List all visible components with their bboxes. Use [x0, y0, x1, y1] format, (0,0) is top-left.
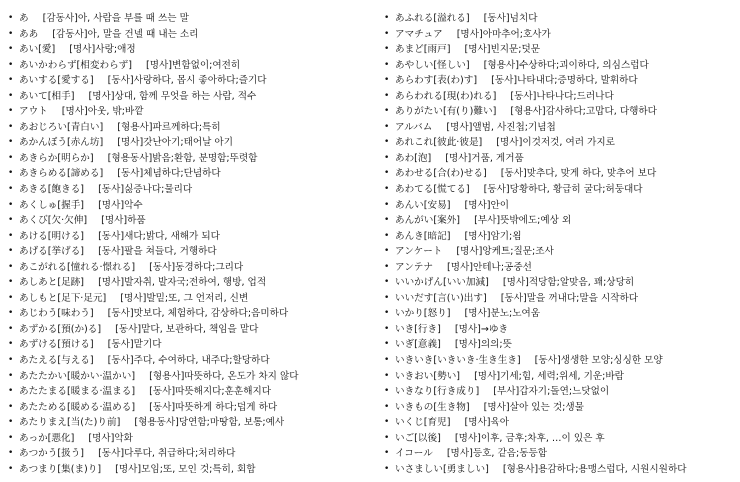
entry-word: あきらめる[諦める] [19, 168, 104, 180]
vocabulary-entry [384, 322, 734, 338]
entry-definition: [부사]뜻밖에도;예상 외 [474, 215, 572, 227]
entry-definition: [명사]발밑;또, 그 언저리, 신변 [120, 292, 249, 304]
entry-definition: [동사]나타내다;증명하다, 발휘하다 [491, 75, 638, 87]
vocabulary-entry [8, 446, 376, 462]
entry-word: いいだす[言(い)出す] [395, 292, 487, 304]
vocabulary-entry [384, 415, 734, 431]
vocabulary-entry [8, 275, 376, 291]
vocabulary-entry [8, 73, 376, 89]
entry-definition: [동사]맡다, 보관하다, 책임을 맡다 [115, 323, 259, 335]
entry-definition: [명사]악화 [88, 432, 133, 444]
vocabulary-entry [384, 369, 734, 385]
entry-word: あくび[欠·欠伸] [19, 215, 88, 227]
vocabulary-entry [8, 151, 376, 167]
vocabulary-entry [8, 291, 376, 307]
entry-definition: [명사]모임;또, 모인 것;특히, 회합 [115, 463, 256, 475]
vocabulary-entry [8, 213, 376, 229]
vocabulary-entry [8, 400, 376, 416]
entry-word: あらわれる[現(わ)れる] [395, 90, 497, 102]
entry-definition: [동사]체념하다;단념하다 [117, 168, 221, 180]
entry-word: アルバム [395, 121, 433, 133]
entry-definition: [동사]싫증나다;물리다 [98, 184, 193, 196]
vocabulary-entry [8, 11, 376, 27]
vocabulary-entry [384, 462, 734, 478]
entry-definition: [명사]상대, 함께 무엇을 하는 사람, 적수 [88, 90, 257, 102]
entry-word: いくじ[育児] [395, 417, 451, 429]
vocabulary-entry [8, 462, 376, 478]
vocabulary-entry [384, 27, 734, 43]
entry-word: あんがい[案外] [395, 215, 461, 227]
entry-definition: [동사]사랑하다, 몹시 좋아하다;즐기다 [107, 75, 267, 87]
entry-definition: [동사]넘치다 [483, 13, 538, 24]
entry-definition: [명사]거품, 게거품 [445, 152, 524, 164]
vocabulary-entry [8, 229, 376, 245]
entry-word: いぎ[意義] [395, 339, 441, 351]
entry-definition: [동사]새다;밝다, 새해가 되다 [98, 230, 220, 242]
entry-definition: [부사]갑자기;돌연;느닷없이 [493, 386, 610, 398]
entry-word: あたりまえ[当(た)り前] [19, 417, 121, 429]
entry-word: あげる[挙げる] [19, 246, 85, 258]
vocabulary-entry [384, 42, 734, 58]
entry-definition: [명사]이것저것, 여러 가지로 [496, 137, 615, 149]
entry-word: あきらか[明らか] [19, 152, 94, 164]
entry-definition: [명사]아마추어;호사가 [456, 28, 551, 40]
vocabulary-entry [384, 198, 734, 214]
entry-definition: [동사]생생한 모양;싱싱한 모양 [534, 355, 663, 367]
vocabulary-entry [384, 229, 734, 245]
entry-word: いかり[怒り] [395, 308, 451, 320]
entry-definition: [명사]아웃, 밖;바깥 [61, 106, 144, 118]
vocabulary-entry [8, 260, 376, 276]
entry-definition: [명사]안이 [464, 199, 510, 211]
vocabulary-entry [384, 58, 734, 74]
vocabulary-list-right [384, 11, 734, 477]
entry-word: ありがたい[有(り)難い] [395, 106, 497, 118]
entry-definition: [명사]등호, 같음;동등함 [446, 448, 548, 460]
entry-word: あたたかい[暖かい·温かい] [19, 370, 136, 382]
vocabulary-entry [8, 27, 376, 43]
vocabulary-entry [384, 446, 734, 462]
entry-definition: [명사]적당함;알맞음, 꽤;상당히 [502, 277, 635, 289]
vocabulary-entry [8, 120, 376, 136]
vocabulary-entry [384, 275, 734, 291]
entry-word: あれこれ[彼此·彼是] [395, 137, 483, 149]
vocabulary-entry [8, 198, 376, 214]
entry-word: ああ [19, 28, 39, 40]
entry-definition: [명사]악수 [98, 199, 143, 211]
entry-definition: [명사]하품 [101, 215, 146, 227]
vocabulary-entry [384, 353, 734, 369]
entry-definition: [명사]빈지문;덧문 [464, 44, 541, 56]
entry-word: あずかる[預(か)る] [19, 323, 102, 335]
entry-word: あ [19, 13, 29, 24]
vocabulary-entry [384, 260, 734, 276]
vocabulary-entry [384, 182, 734, 198]
vocabulary-entry [8, 337, 376, 353]
entry-definition: [형용사]수상하다;괴이하다, 의심스럽다 [483, 59, 649, 71]
entry-word: イコール [395, 448, 433, 460]
vocabulary-entry [384, 166, 734, 182]
entry-word: いご[以後] [395, 432, 441, 444]
entry-word: あんい[安易] [395, 199, 451, 211]
vocabulary-entry [384, 89, 734, 105]
entry-definition: [동사]맛보다, 체험하다, 감상하다;음미하다 [107, 308, 289, 320]
vocabulary-entry [384, 384, 734, 400]
entry-word: あたえる[与える] [19, 355, 94, 367]
vocabulary-entry [384, 337, 734, 353]
entry-definition: [명사]갓난아기;태어날 아기 [117, 137, 233, 149]
vocabulary-entry [8, 415, 376, 431]
entry-word: いき[行き] [395, 323, 441, 335]
entry-definition: [명사]안테나;공중선 [447, 261, 532, 273]
entry-word: あじわう[味わう] [19, 308, 94, 320]
entry-word: あいかわらず[相変わらず] [19, 59, 133, 71]
vocabulary-list-left [8, 11, 376, 477]
entry-word: アマチュア [395, 28, 443, 40]
entry-definition: [감동사]아, 말을 건넬 때 내는 소리 [52, 28, 199, 40]
entry-word: あくしゅ[握手] [19, 199, 85, 211]
entry-definition: [동사]맞추다, 맞게 하다, 맞추어 보다 [500, 168, 657, 180]
vocabulary-entry [384, 73, 734, 89]
entry-word: あける[明ける] [19, 230, 85, 242]
entry-definition: [명사]→ゆき [454, 323, 509, 335]
entry-word: あい[愛] [19, 44, 56, 56]
entry-definition: [명사]암기;욈 [464, 230, 522, 242]
entry-definition: [동사]당황하다, 황급히 굴다;허둥대다 [483, 184, 643, 196]
vocabulary-entry [384, 213, 734, 229]
vocabulary-entry [8, 104, 376, 120]
vocabulary-entry [384, 120, 734, 136]
entry-word: あいする[愛する] [19, 75, 94, 87]
entry-word: いきいき[いきいき·生き生き] [395, 355, 521, 367]
vocabulary-entry [384, 431, 734, 447]
entry-definition: [명사]앨범, 사진첩;기념첩 [446, 121, 556, 133]
vocabulary-entry [384, 244, 734, 260]
vocabulary-entry [384, 291, 734, 307]
entry-word: あつまり[集(ま)り] [19, 463, 102, 475]
entry-word: あまど[雨戸] [395, 44, 451, 56]
entry-word: あしもと[足下·足元] [19, 292, 107, 304]
vocabulary-entry [8, 244, 376, 260]
entry-word: あいて[相手] [19, 90, 75, 102]
entry-definition: [명사]기세;힘, 세력;위세, 기운;바람 [474, 370, 624, 382]
entry-word: あわせる[合(わ)せる] [395, 168, 487, 180]
entry-word: アンテナ [395, 261, 433, 273]
vocabulary-entry [384, 11, 734, 27]
entry-definition: [명사]변함없이;여전히 [146, 59, 241, 71]
entry-word: いきおい[勢い] [395, 370, 461, 382]
entry-definition: [동사]말을 꺼내다;말을 시작하다 [500, 292, 639, 304]
entry-word: いきなり[行き成り] [395, 386, 480, 398]
vocabulary-entry [8, 369, 376, 385]
vocabulary-entry [8, 166, 376, 182]
entry-word: あやしい[怪しい] [395, 59, 470, 71]
vocabulary-entry [384, 151, 734, 167]
entry-definition: [명사]분노;노여움 [464, 308, 541, 320]
vocabulary-entry [8, 182, 376, 198]
entry-word: あふれる[溢れる] [395, 13, 470, 24]
vocabulary-entry [8, 384, 376, 400]
entry-word: あたためる[暖める·温める] [19, 401, 136, 413]
entry-definition: [명사]앙케트;질문;조사 [456, 246, 554, 258]
entry-definition: [명사]이후, 금후;차후, …이 있은 후 [454, 432, 605, 444]
entry-word: あきる[飽きる] [19, 184, 85, 196]
entry-word: アンケート [395, 246, 443, 258]
entry-definition: [동사]나타나다;드러나다 [510, 90, 614, 102]
entry-word: いいかげん[いい加減] [395, 277, 489, 289]
vocabulary-entry [8, 431, 376, 447]
entry-definition: [명사]사랑;애정 [69, 44, 136, 56]
entry-definition: [감동사]아, 사람을 부를 때 쓰는 말 [42, 13, 189, 24]
vocabulary-entry [384, 104, 734, 120]
entry-word: あしあと[足跡] [19, 277, 85, 289]
entry-definition: [형용사]따뜻하다, 온도가 차지 않다 [149, 370, 299, 382]
entry-definition: [명사]살아 있는 것;생물 [483, 401, 584, 413]
vocabulary-entry [8, 306, 376, 322]
entry-definition: [형용사]감사하다;고맙다, 다행하다 [510, 106, 657, 118]
entry-word: あらわす[表(わ)す] [395, 75, 478, 87]
vocabulary-entry [384, 400, 734, 416]
vocabulary-entry [8, 58, 376, 74]
entry-definition: [명사]육아 [464, 417, 510, 429]
entry-word: あかんぼう[赤ん坊] [19, 137, 104, 149]
entry-word: あんき[暗記] [395, 230, 451, 242]
entry-word: あわ[泡] [395, 152, 432, 164]
entry-definition: [동사]맡기다 [107, 339, 162, 351]
entry-definition: [동사]팔을 쳐들다, 거행하다 [98, 246, 217, 258]
entry-definition: [형용동사]밝음;환함, 분명함;뚜렷함 [107, 152, 258, 164]
entry-word: あずける[預ける] [19, 339, 94, 351]
entry-word: いさましい[勇ましい] [395, 463, 489, 475]
entry-word: あおじろい[青白い] [19, 121, 104, 133]
vocabulary-entry [384, 135, 734, 151]
entry-definition: [동사]다루다, 취급하다;처리하다 [98, 448, 236, 460]
entry-definition: [동사]동경하다;그리다 [149, 261, 244, 273]
entry-definition: [동사]따뜻하게 하다;덥게 하다 [149, 401, 278, 413]
vocabulary-entry [8, 42, 376, 58]
entry-word: あわてる[慌てる] [395, 184, 470, 196]
entry-word: あっか[悪化] [19, 432, 75, 444]
vocabulary-entry [8, 322, 376, 338]
entry-definition: [명사]의의;뜻 [454, 339, 512, 351]
entry-word: あたたまる[暖まる·温まる] [19, 386, 136, 398]
vocabulary-entry [8, 135, 376, 151]
entry-definition: [형용동사]당연함;마땅함, 보통;예사 [134, 417, 285, 429]
vocabulary-entry [384, 306, 734, 322]
entry-definition: [형용사]용감하다;용맹스럽다, 시원시원하다 [502, 463, 687, 475]
entry-word: いきもの[生き物] [395, 401, 470, 413]
entry-word: あつかう[扱う] [19, 448, 85, 460]
entry-definition: [형용사]파르께하다;특히 [117, 121, 221, 133]
entry-definition: [동사]따뜻해지다;훈훈해지다 [149, 386, 272, 398]
entry-word: アウト [19, 106, 48, 118]
vocabulary-entry [8, 353, 376, 369]
vocabulary-entry [8, 89, 376, 105]
entry-definition: [동사]주다, 수여하다, 내주다;할당하다 [107, 355, 270, 367]
entry-definition: [명사]발자취, 발자국;전하여, 행방, 업적 [98, 277, 267, 289]
entry-word: あこがれる[憧れる·憬れる] [19, 261, 136, 273]
